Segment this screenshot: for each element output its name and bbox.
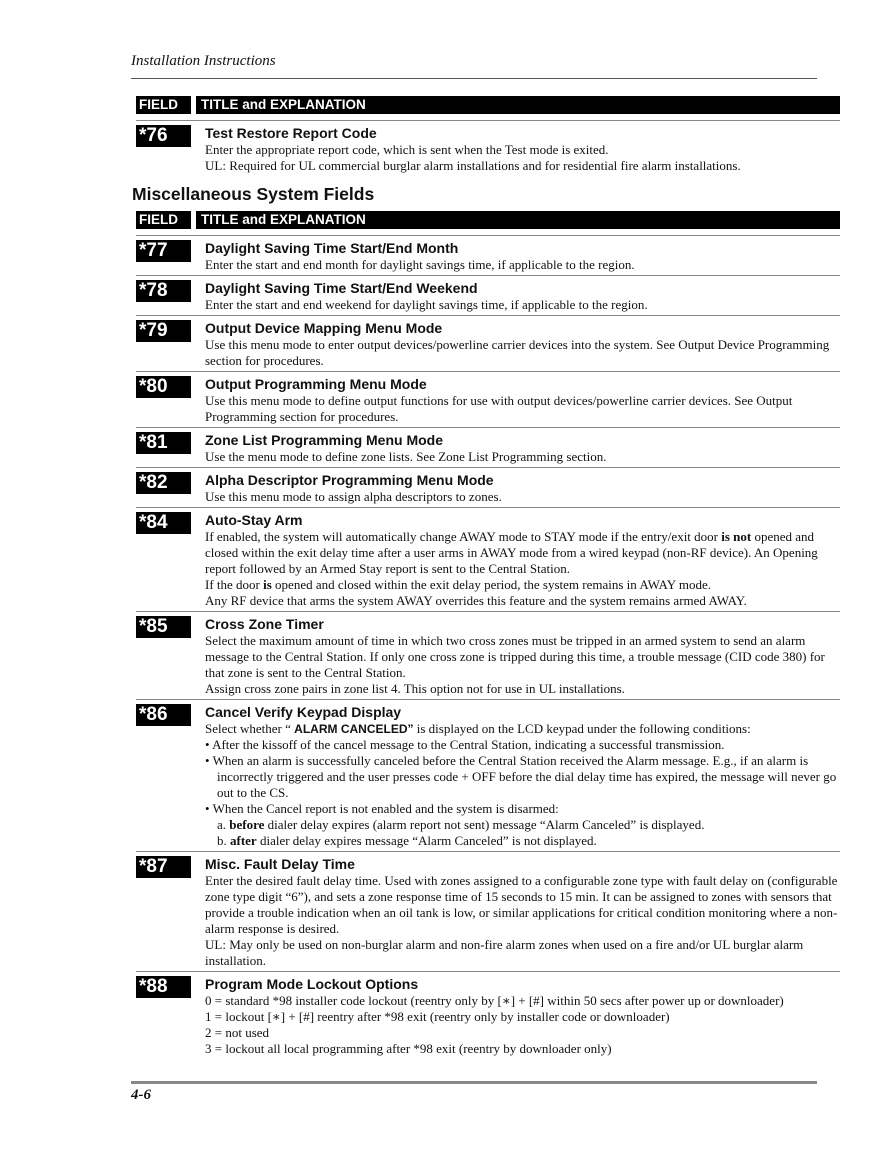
page-number: 4-6 [131,1087,151,1103]
field-text: Enter the start and end weekend for daylight savings time, if applicable to the region. [205,297,648,312]
sub-item: b. after dialer delay expires message “Alarm Canceled” is not displayed. [217,833,597,848]
option-item: 3 = lockout all local programming after *98 exit (reentry by downloader only) [205,1041,612,1056]
header-rule [131,78,817,79]
field-column-header: FIELD [136,211,191,229]
field-title: Output Device Mapping Menu Mode [205,320,443,336]
field-entry-86 [136,699,840,851]
page-content [132,96,840,1059]
field-text: UL: May only be used on non-burglar alarm and non-fire alarm zones when used on a fire and/or UL burglar alarm installation. [205,937,804,968]
field-title: Alpha Descriptor Programming Menu Mode [205,472,494,488]
footer-rule [131,1081,817,1084]
field-column-header: FIELD [136,96,191,114]
field-number: *84 [136,512,191,534]
field-number: *77 [136,240,191,262]
field-number: *82 [136,472,191,494]
field-number: *86 [136,704,191,726]
field-title: Output Programming Menu Mode [205,376,427,392]
field-text: Use this menu mode to assign alpha descriptors to zones. [205,489,502,504]
page-header: Installation Instructions [131,53,276,69]
field-entry-84 [136,507,840,611]
field-text: Enter the start and end month for daylight savings time, if applicable to the region. [205,257,635,272]
field-title: Auto-Stay Arm [205,512,303,528]
field-title: Cancel Verify Keypad Display [205,704,402,720]
field-number: *80 [136,376,191,398]
field-number: *76 [136,125,191,147]
field-text: Enter the appropriate report code, which is sent when the Test mode is exited. [205,142,609,157]
field-entry-78 [136,275,840,315]
bullet-item: • When the Cancel report is not enabled and the system is disarmed: [205,801,559,816]
field-text: Select whether “ ALARM CANCELED” is displayed on the LCD keypad under the following conditions: [205,721,751,736]
option-item: 1 = lockout [∗] + [#] reentry after *98 exit (reentry only by installer code or downloader) [205,1009,670,1024]
field-title: Test Restore Report Code [205,125,377,141]
section-title: Miscellaneous System Fields [132,184,375,204]
field-text: Use this menu mode to define output functions for use with output devices/powerline carrier devices. See Output Programming section for procedures. [205,393,793,424]
field-entry-85 [136,611,840,699]
field-text: Use this menu mode to enter output devices/powerline carrier devices into the system. See Output Device Programming section for procedures. [205,337,830,368]
field-title: Program Mode Lockout Options [205,976,419,992]
title-column-header: TITLE and EXPLANATION [196,96,840,114]
field-entry-88 [136,971,840,1059]
field-number: *87 [136,856,191,878]
table-header [136,211,840,229]
field-text: UL: Required for UL commercial burglar alarm installations and for residential fire alarm installations. [205,158,741,173]
table-header [136,96,840,114]
sub-item: a. before dialer delay expires (alarm report not sent) message “Alarm Canceled” is displayed. [217,817,705,832]
field-text: Use the menu mode to define zone lists. See Zone List Programming section. [205,449,607,464]
field-number: *85 [136,616,191,638]
field-number: *88 [136,976,191,998]
field-text: Any RF device that arms the system AWAY overrides this feature and the system remains armed AWAY. [205,593,747,608]
field-entry-76 [136,120,840,176]
field-title: Daylight Saving Time Start/End Month [205,240,459,256]
field-entry-77 [136,235,840,275]
field-text: Select the maximum amount of time in which two cross zones must be tripped in an armed system to send an alarm message to the Central Station. If only one cross zone is tripped during this time, a trouble message (CID code 380) for that zone is sent to the Central Station. [205,633,825,680]
field-entry-81 [136,427,840,467]
field-number: *78 [136,280,191,302]
option-item: 2 = not used [205,1025,270,1040]
field-title: Zone List Programming Menu Mode [205,432,444,448]
option-item: 0 = standard *98 installer code lockout (reentry only by [∗] + [#] within 50 secs after power up or downloader) [205,993,784,1008]
field-text: Enter the desired fault delay time. Used with zones assigned to a configurable zone type with fault delay on (configurable zone type digit “6”), and sets a zone response time of 15 seconds to 15 min. It can be assigned to zones with sensors that provide a trouble indication when an oil tank is low, or similar applications for critical condition monitoring where a non-alarm response is desired. [205,873,838,936]
field-number: *81 [136,432,191,454]
field-title: Cross Zone Timer [205,616,324,632]
title-column-header: TITLE and EXPLANATION [196,211,840,229]
field-title: Daylight Saving Time Start/End Weekend [205,280,478,296]
field-text: If the door is opened and closed within the exit delay period, the system remains in AWAY mode. [205,577,711,592]
field-text: Assign cross zone pairs in zone list 4. This option not for use in UL installations. [205,681,625,696]
bullet-item: • When an alarm is successfully canceled before the Central Station received the Alarm message. E.g., if an alarm is incorrectly triggered and the user presses code + OFF before the dial delay time has expired, the message will never go out to the CS. [205,753,837,800]
bullet-item: • After the kissoff of the cancel message to the Central Station, indicating a successful transmission. [205,737,725,752]
field-title: Misc. Fault Delay Time [205,856,355,872]
field-entry-87 [136,851,840,971]
field-text: If enabled, the system will automatically change AWAY mode to STAY mode if the entry/exit door is not opened and closed within the exit delay time after a user arms in AWAY mode from a wired keypad (non-RF device). An Opening report followed by an Armed Stay report is sent to the Central Station. [205,529,818,576]
field-entry-79 [136,315,840,371]
field-entry-82 [136,467,840,507]
field-number: *79 [136,320,191,342]
field-entry-80 [136,371,840,427]
